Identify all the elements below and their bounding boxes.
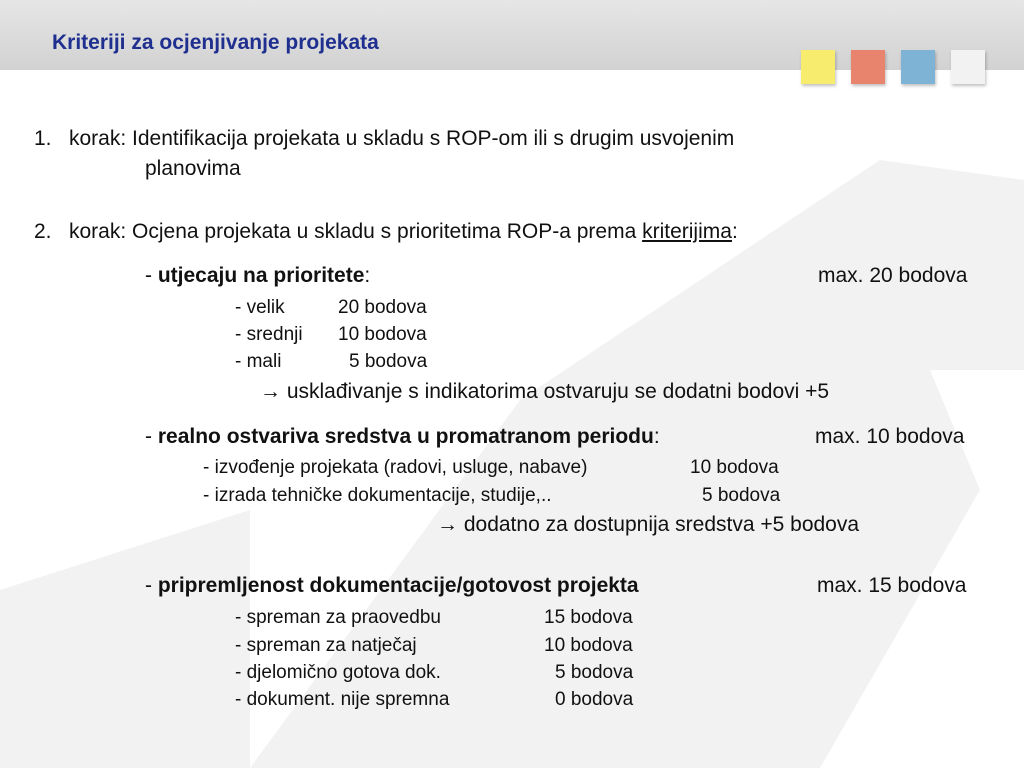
criterion-2-note: → dodatno za dostupnija sredstva +5 bodova — [437, 513, 860, 536]
criterion-2-item-2-points: 5 bodova — [702, 485, 781, 506]
criterion-1-item-1-label: - velik — [235, 297, 285, 318]
step-1-text-b: planovima — [145, 157, 241, 180]
criterion-3-item-1-label: - spreman za praovedbu — [235, 607, 441, 628]
step-2-suffix: : — [731, 220, 738, 243]
criterion-2-item-2-label: - izrada tehničke dokumentacije, studije,.. — [203, 485, 552, 506]
step-2-prefix: korak: — [69, 220, 127, 243]
criterion-2-heading — [145, 425, 660, 449]
criterion-3-item-2-points: 10 bodova — [544, 635, 633, 656]
criteria-link: kriterijima — [642, 220, 732, 243]
criterion-2-item-1-points: 10 bodova — [690, 457, 779, 478]
criterion-3-heading — [145, 574, 639, 598]
step-1-text — [69, 127, 734, 151]
criterion-2-colon: : — [653, 425, 660, 448]
criterion-1-item-3-points: 5 bodova — [349, 351, 428, 372]
criterion-3-item-3-label: - djelomično gotova dok. — [235, 662, 441, 683]
step-1-prefix: korak: — [69, 127, 127, 150]
criterion-3-item-4-points: 0 bodova — [555, 689, 634, 710]
criterion-1-heading — [145, 264, 370, 288]
criterion-3-item-2-label: - spreman za natječaj — [235, 635, 417, 656]
criterion-3-item-1-points: 15 bodova — [544, 607, 633, 628]
criterion-1-item-1-points: 20 bodova — [338, 297, 427, 318]
step-1-number: 1. — [34, 127, 52, 150]
criterion-1-item-2-label: - srednji — [235, 324, 303, 345]
slide-title: Kriteriji za ocjenjivanje projekata — [52, 31, 379, 54]
step-2-text — [69, 220, 738, 244]
criterion-1-item-3-label: - mali — [235, 351, 282, 372]
criterion-2-dash: - — [145, 425, 152, 448]
criterion-3-name: pripremljenost dokumentacije/gotovost projekta — [157, 574, 639, 597]
step-2-text-a: Ocjena projekata u skladu s prioritetima ROP-a prema — [132, 220, 637, 243]
criterion-1-name: utjecaju na prioritete — [157, 264, 365, 287]
criterion-2-name: realno ostvariva sredstva u promatranom periodu — [157, 425, 654, 448]
criterion-3-max: max. 15 bodova — [817, 574, 967, 597]
criterion-1-colon: : — [364, 264, 371, 287]
criterion-3-dash: - — [145, 574, 152, 597]
criterion-1-note: → usklađivanje s indikatorima ostvaruju se dodatni bodovi +5 — [260, 380, 830, 403]
criterion-1-max: max. 20 bodova — [818, 264, 968, 287]
step-2-number: 2. — [34, 220, 52, 243]
criterion-3-item-3-points: 5 bodova — [555, 662, 634, 683]
criterion-1-item-2-points: 10 bodova — [338, 324, 427, 345]
criterion-1-dash: - — [145, 264, 152, 287]
criterion-3-item-4-label: - dokument. nije spremna — [235, 689, 450, 710]
criterion-2-max: max. 10 bodova — [815, 425, 965, 448]
step-1-text-a: Identifikacija projekata u skladu s ROP-om ili s drugim usvojenim — [132, 127, 735, 150]
criterion-2-item-1-label: - izvođenje projekata (radovi, usluge, nabave) — [203, 457, 588, 478]
